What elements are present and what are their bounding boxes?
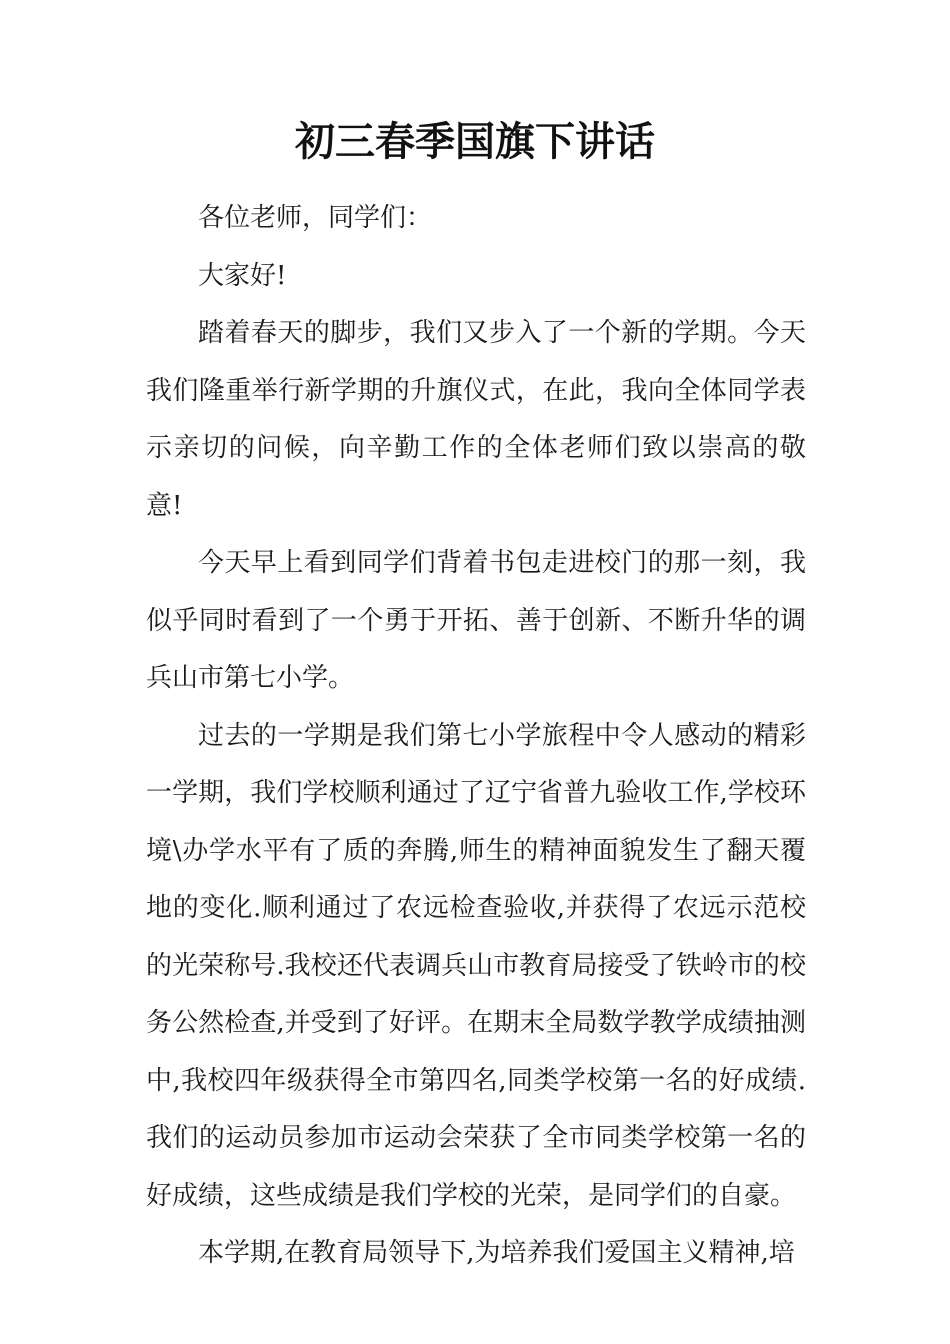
document-title: 初三春季国旗下讲话 [295,118,655,165]
document-body [146,190,806,1283]
paragraph-greeting: 各位老师，同学们： [198,203,433,233]
paragraph-morning: 今天早上看到同学们背着书包走进校门的那一刻，我似乎同时看到了一个勇于开拓、善于创新、不断升华的调兵山市第七小学。 [146,548,806,693]
paragraph-intro: 踏着春天的脚步，我们又步入了一个新的学期。今天我们隆重举行新学期的升旗仪式，在此，我向全体同学表示亲切的问候，向辛勤工作的全体老师们致以崇高的敬意! [146,318,806,521]
paragraph-hello: 大家好! [198,260,287,291]
paragraph-achievements: 过去的一学期是我们第七小学旅程中令人感动的精彩一学期，我们学校顺利通过了辽宁省普九验收工作,学校环境\办学水平有了质的奔腾,师生的精神面貌发生了翻天覆地的变化.顺利通过了农远检查验收,并获得了农远示范校的光荣称号.我校还代表调兵山市教育局接受了铁岭市的校务公然检查,并受到了好评。在期末全局数学教学成绩抽测中,我校四年级获得全市第四名,同类学校第一名的好成绩.我们的运动员参加市运动会荣获了全市同类学校第一名的好成绩，这些成绩是我们学校的光荣，是同学们的自豪。 [146,720,806,1211]
paragraph-this-term: 本学期,在教育局领导下,为培养我们爱国主义精神,培 [198,1238,795,1268]
